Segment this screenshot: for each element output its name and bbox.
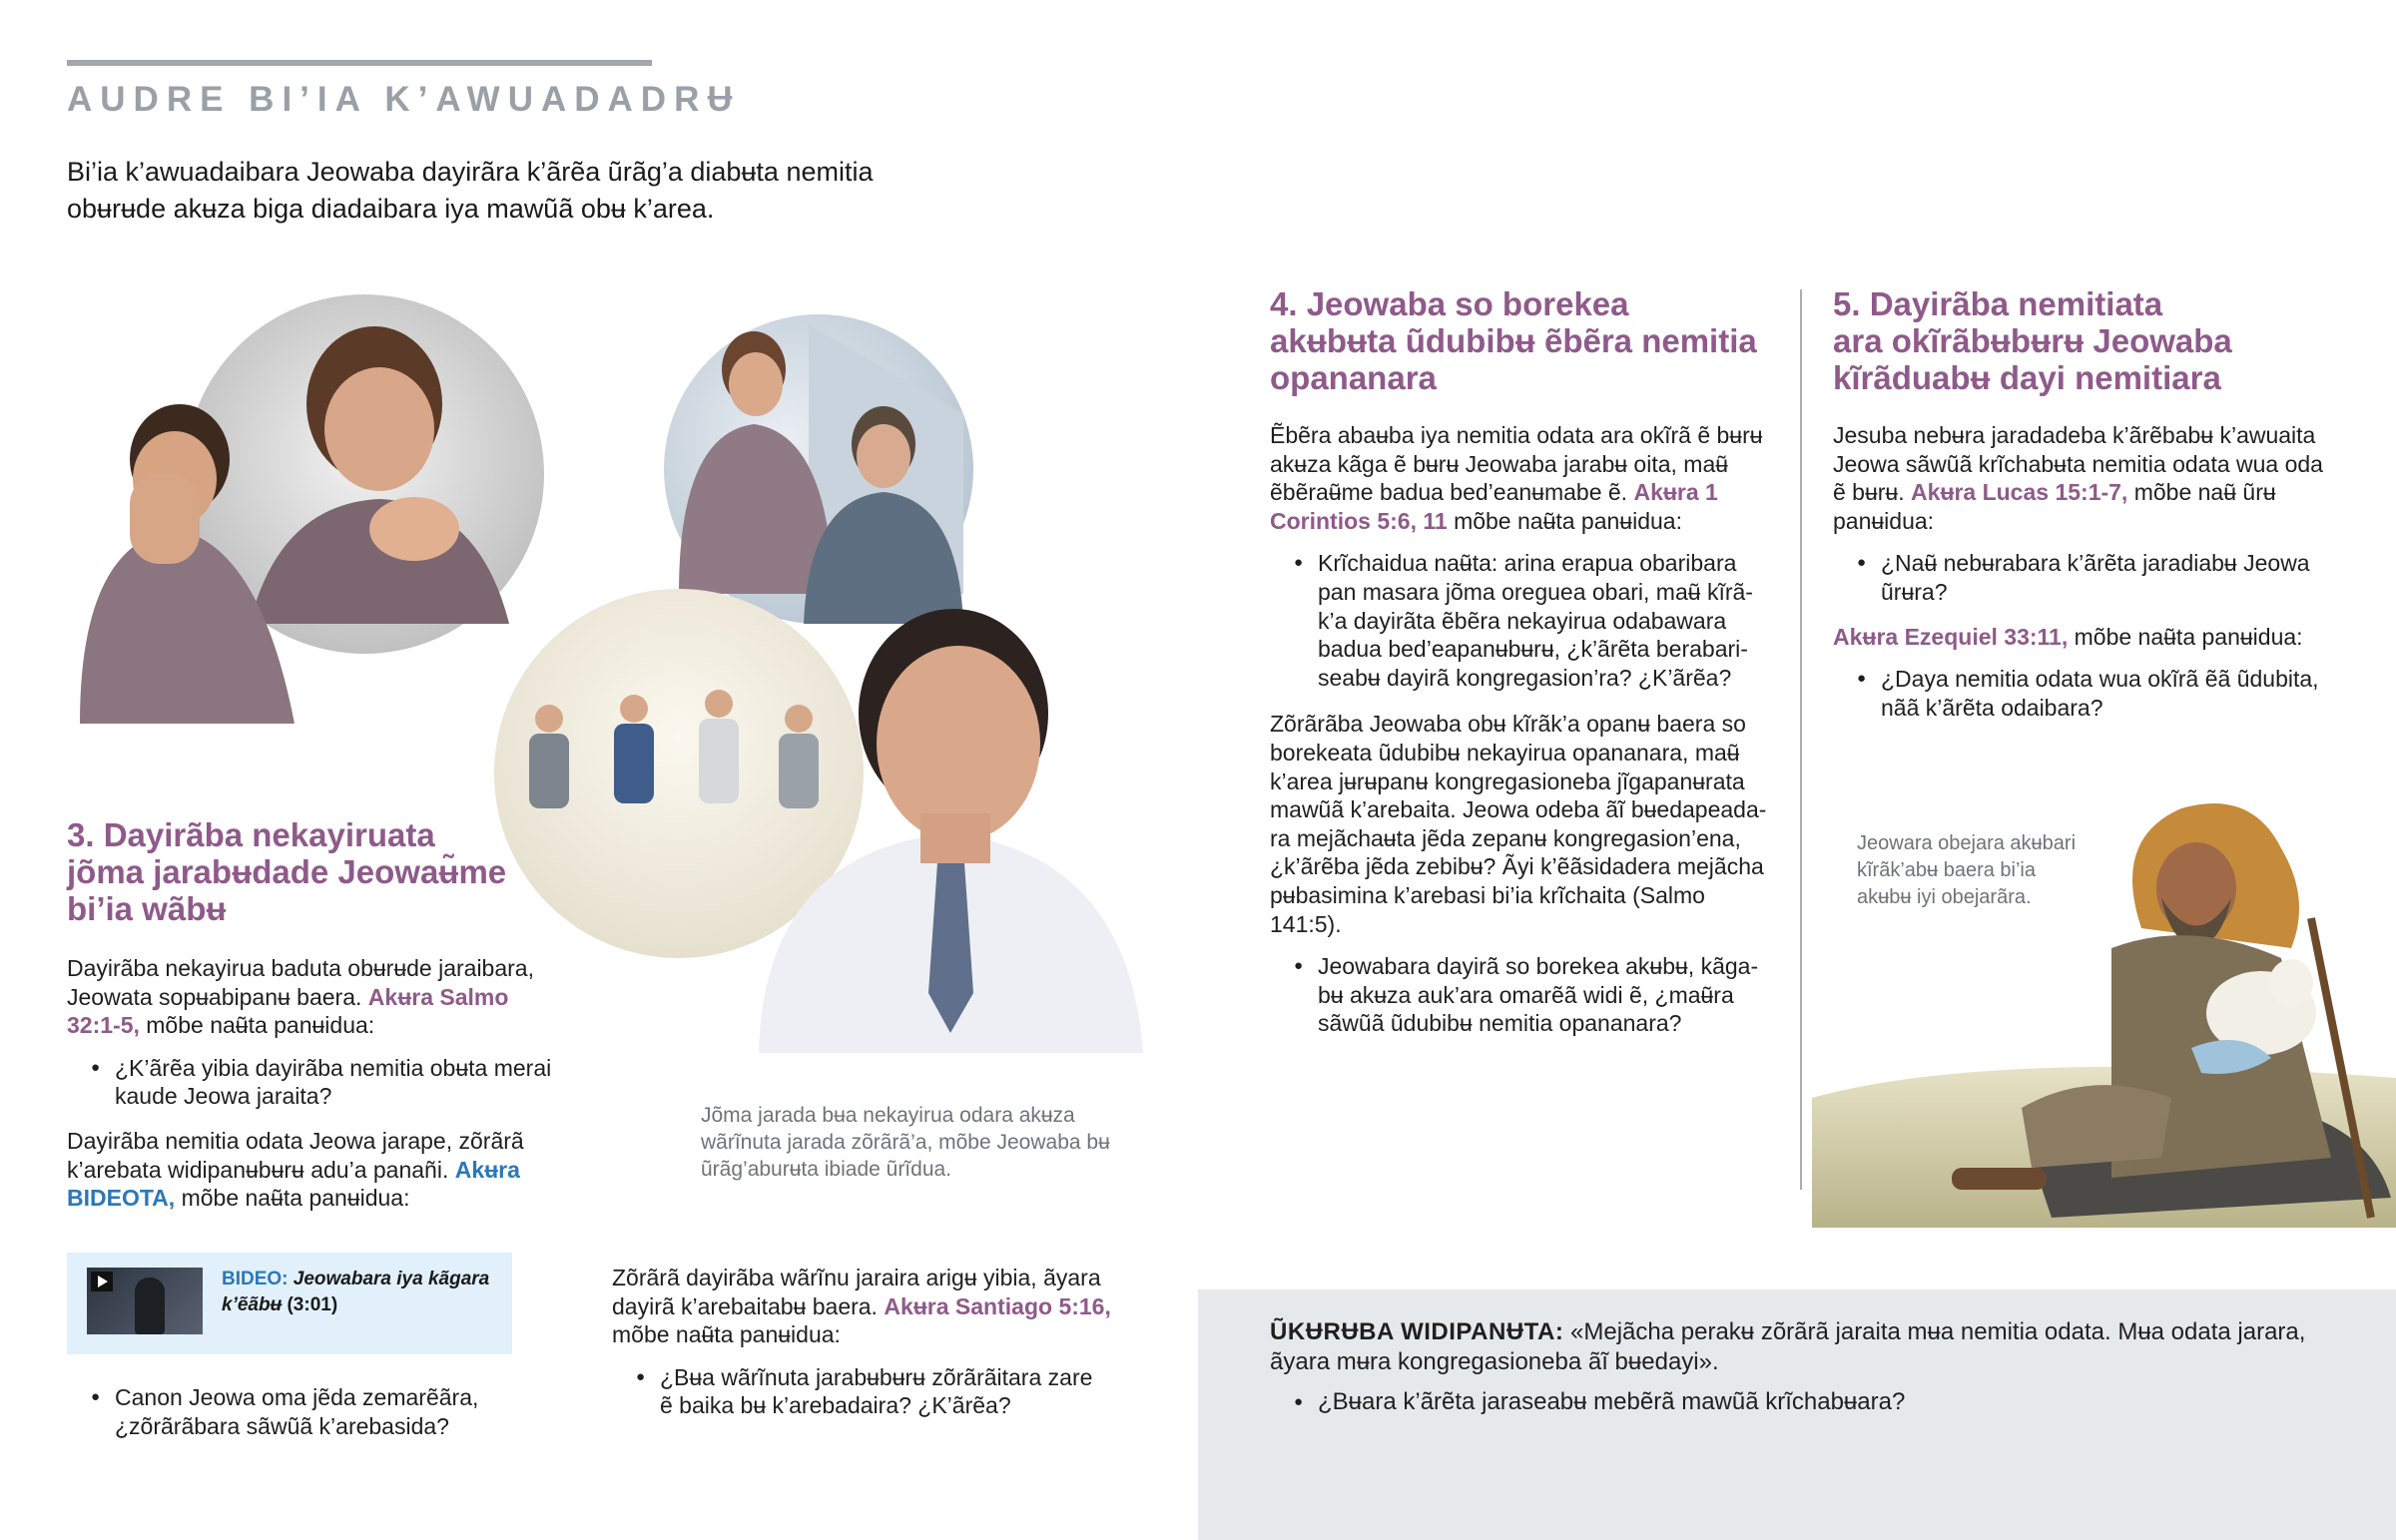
elders-illustration <box>60 294 1148 1053</box>
band-statement <box>1270 1317 2318 1377</box>
section3-heading-line2: jõma jarabʉdade Jeowaʉ̃me <box>67 853 507 890</box>
section4-body <box>1270 421 1767 1052</box>
section3-p2-tail: mõbe naʉ̃ta panʉidua: <box>181 1185 410 1212</box>
scripture-reference-lucas[interactable]: Akʉra Lucas 15:1-7, <box>1911 479 2128 506</box>
scripture-reference-salmo[interactable]: Akʉra Salmo 32:1-5, <box>67 983 509 1039</box>
middle-body <box>612 1264 1111 1434</box>
band-content <box>1270 1317 2318 1431</box>
section3-heading-line3: bi’ia wãbʉ <box>67 890 227 927</box>
intro-text: Bi’ia k’awuadaibara Jeowaba dayirãra k’ãrẽa ũrãg’a diabʉta nemitia obʉrʉde akʉza biga diadaibara iya mawũã obʉ k’area. <box>67 157 874 224</box>
section5-questions-2 <box>1833 665 2332 722</box>
middle-paragraph <box>612 1264 1111 1349</box>
scripture-reference-ezequiel[interactable]: Akʉra Ezequiel 33:11, <box>1833 623 2069 650</box>
video-thumbnail[interactable] <box>87 1268 203 1334</box>
section4-heading-line2: akʉbʉta ũdubibʉ ẽbẽra nemitia <box>1270 322 1757 359</box>
section3-body <box>67 954 566 1227</box>
section3-paragraph-1 <box>67 954 566 1040</box>
section5-body <box>1833 421 2332 736</box>
band-text: «Mejãcha perakʉ zõrãrã jaraita mʉa nemitia odata. Mʉa odata jarara, ãyara mʉra kongregasioneba ãĩ bʉedayi». <box>1270 1318 2306 1375</box>
video-reference-link[interactable]: Akʉra BIDEOTA, <box>67 1156 520 1212</box>
kicker-rule <box>67 60 652 66</box>
section5-heading-line2: ara okĩrãbʉbʉrʉ Jeowaba <box>1833 322 2232 359</box>
section3-p1-tail: mõbe naʉ̃ta panʉidua: <box>146 1012 375 1039</box>
band-label: ŨKɄRɄBA WIDIPANɄTA: <box>1270 1318 1564 1345</box>
question-item: ● Krĩchaidua naʉ̃ta: arina erapua obaribara pan masara jõma oreguea obari, maʉ̃ kĩrã-k’a dayirãta ẽbẽra nekayirua odabawara badua bed’eapanʉbʉrʉ, ¿k’ãrẽta berabari-seabʉ dayirã kongregasion’ra? ¿K’ãrẽa? <box>1318 549 1767 692</box>
question-item: ● Jeowabara dayirã so borekea akʉbʉ, kãga-bʉ akʉza auk’ara omarẽã widi ẽ, ¿maʉ̃ra sãwũã ũdubibʉ nemitia opananara? <box>1318 952 1767 1038</box>
section5-heading <box>1833 285 2372 396</box>
illustration-caption: Jõma jarada bʉa nekayirua odara akʉza wãrĩnuta jarada zõrãrã’a, mõbe Jeowaba bʉ ũrãg’aburʉta ibiade ũrĩdua. <box>701 1104 1110 1181</box>
video-duration: (3:01) <box>287 1294 338 1315</box>
section5-questions-1 <box>1833 549 2332 606</box>
section3-questions-2 <box>67 1383 546 1440</box>
scripture-reference-santiago[interactable]: Akʉra Santiago 5:16, <box>884 1292 1111 1319</box>
band-questions <box>1270 1387 2318 1417</box>
column-divider <box>1800 289 1802 1190</box>
section3-paragraph-2 <box>67 1127 566 1213</box>
section3-body-end <box>67 1383 546 1454</box>
section4-p1-tail: mõbe naʉ̃ta panʉidua: <box>1454 507 1682 534</box>
scripture-reference-corintios[interactable]: Akʉra 1 Corintios 5:6, 11 <box>1270 479 1718 534</box>
section4-heading-line3: opananara <box>1270 359 1437 396</box>
section4-questions-1 <box>1270 549 1767 692</box>
section3-heading-line1: 3. Dayirãba nekayiruata <box>67 816 435 853</box>
section3-p2-text: Dayirãba nemitia odata Jeowa jarape, zõrãrã k’arebata widipanʉbʉrʉ adu’a panañi. <box>67 1127 524 1183</box>
video-caption <box>222 1267 501 1318</box>
section4-heading-line1: 4. Jeowaba so borekea <box>1270 285 1629 322</box>
question-item: ● Canon Jeowa oma jẽda zemarẽãra, ¿zõrãrãbara sãwũã k’arebasida? <box>115 1383 546 1440</box>
section4-p1-text: Ẽbẽra abaʉba iya nemitia odata ara okĩrã ẽ bʉrʉ akʉza kãga ẽ bʉrʉ Jeowaba jarabʉ oita, maʉ̃ ẽbẽraʉ̃me badua bed’eanʉmabe ẽ. <box>1270 422 1763 506</box>
section5-paragraph-1 <box>1833 421 2332 535</box>
section5-heading-line1: 5. Dayirãba nemitiata <box>1833 285 2163 322</box>
section4-paragraph-2: Zõrãrãba Jeowaba obʉ kĩrãk’a opanʉ baera so borekeata ũdubibʉ nekayirua opananara, maʉ̃ k’area jʉrʉpanʉ kongregasioneba jĩgapanʉrata mawũã k’arebaita. Jeowa odeba ãĩ bʉedapeada-ra mejãchaʉta jẽda zepanʉ kongregasion’ena, ¿k’ãrẽba jẽda zebibʉ? Ãyi k’ẽãsidadera mejãcha pʉbasimina k’arebasi bi’ia krĩchaita (Salmo 141:5). <box>1270 711 1767 937</box>
section3-questions-1 <box>67 1054 566 1111</box>
question-item: ● ¿K’ãrẽa yibia dayirãba nemitia obʉta merai kaude Jeowa jaraita? <box>115 1054 566 1111</box>
middle-p-text: Zõrãrã dayirãba wãrĩnu jaraira arigʉ yibia, ãyara dayirã k’arebaitabʉ baera. <box>612 1265 1101 1319</box>
question-item: ● ¿Bʉa wãrĩnuta jarabʉbʉrʉ zõrãrãitara zare ẽ baika bʉ k’arebadaira? ¿K’ãrẽa? <box>660 1363 1111 1420</box>
section3-p1-text: Dayirãba nekayirua baduta obʉrʉde jaraibara, Jeowata sopʉabipanʉ baera. <box>67 955 534 1010</box>
section4-heading <box>1270 285 1789 396</box>
section4-paragraph-1 <box>1270 421 1767 535</box>
middle-questions <box>612 1363 1111 1420</box>
question-item: ● ¿Naʉ̃ nebʉrabara k’ãrẽta jaradiabʉ Jeowa ũrʉra? <box>1881 549 2332 606</box>
video-title[interactable]: Jeowabara iya kãgara k’ẽãbʉ <box>222 1269 490 1315</box>
play-icon[interactable] <box>91 1272 113 1291</box>
question-item: ● ¿Daya nemitia odata wua okĩrã ẽã ũdubita, nãã k’ãrẽta odaibara? <box>1881 665 2332 722</box>
section3-heading <box>67 816 526 927</box>
section5-p1-tail: mõbe naʉ̃ ũrʉ panʉidua: <box>1833 479 2276 534</box>
video-card[interactable] <box>67 1253 512 1354</box>
section5-p2-tail: mõbe naʉ̃ta panʉidua: <box>2074 623 2303 650</box>
section4-questions-2 <box>1270 952 1767 1038</box>
kicker-heading: AUDRE BI’IA K’AWUADADRɄ <box>67 80 741 119</box>
shepherd-caption: Jeowara obejara akʉbari kĩrãk’abʉ baera bi’ia akʉbʉ iyi obejarãra. <box>1857 832 2077 908</box>
middle-p-tail: mõbe naʉ̃ta panʉidua: <box>612 1321 841 1348</box>
video-label: BIDEO: <box>222 1269 289 1289</box>
section5-heading-line3: kĩrãduabʉ dayi nemitiara <box>1833 359 2221 396</box>
section5-p1-text: Jesuba nebʉra jaradadeba k’ãrẽbabʉ k’awuaita Jeowa sãwũã krĩchabʉta nemitia odata wua oda ẽ bʉrʉ. <box>1833 422 2323 506</box>
speaker-figure <box>135 1278 165 1334</box>
section5-paragraph-2 <box>1833 623 2332 652</box>
question-item: ● ¿Bʉara k’ãrẽta jaraseabʉ mebẽrã mawũã krĩchabʉara? <box>1318 1387 2318 1417</box>
